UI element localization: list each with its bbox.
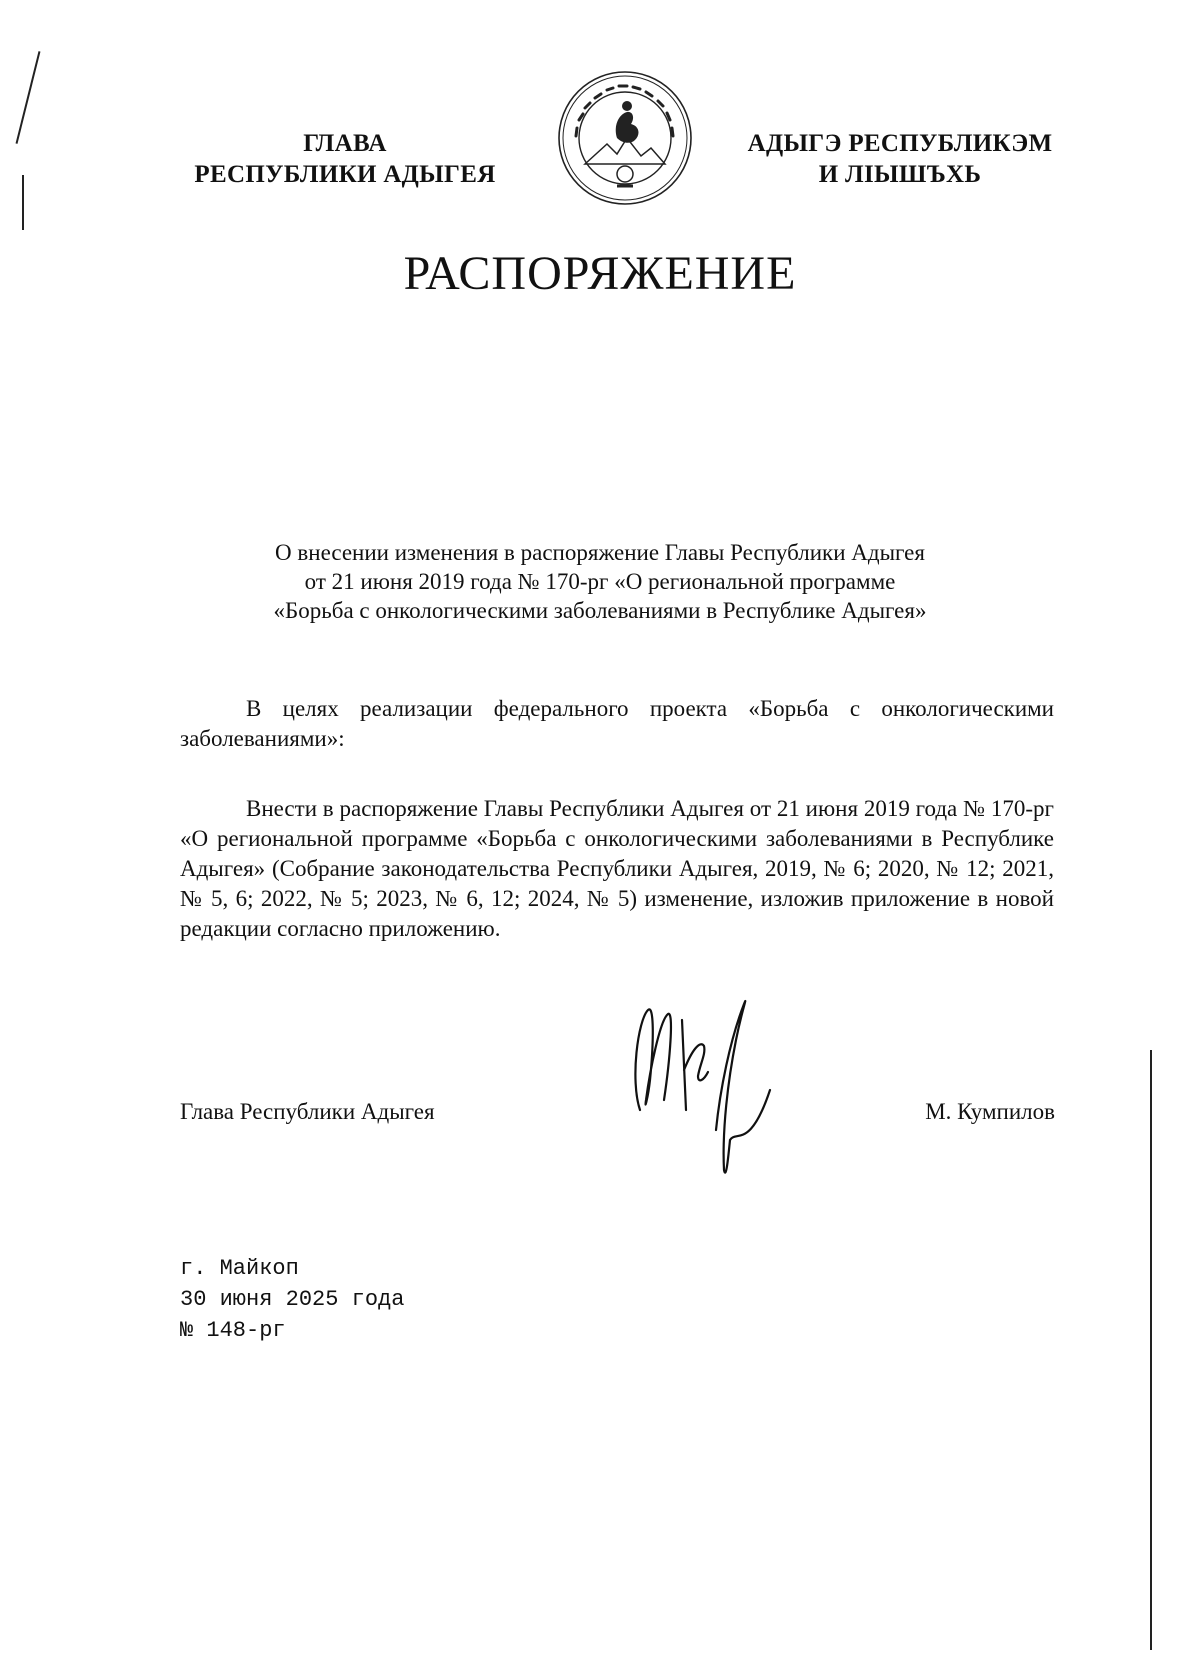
handwritten-signature xyxy=(620,980,820,1210)
issuer-name-adyghe xyxy=(730,128,1070,190)
issuer-line-2: РЕСПУБЛИКИ АДЫГЕЯ xyxy=(194,161,496,188)
issuer-adyghe-line-1: АДЫГЭ РЕСПУБЛИКЭМ xyxy=(747,130,1053,157)
coat-of-arms-seal-icon xyxy=(555,68,695,208)
preamble-paragraph: В целях реализации федерального проекта «Борьба с онкологическими заболеваниями»: xyxy=(180,696,1054,751)
document-title: РАСПОРЯЖЕНИЕ xyxy=(403,247,797,300)
signatory-position: Глава Республики Адыгея xyxy=(180,1099,435,1124)
document-subject xyxy=(150,538,1050,625)
scan-mark xyxy=(1150,1050,1152,1650)
document-number: № 148-рг xyxy=(180,1318,286,1343)
issuer-name-russian xyxy=(170,128,520,190)
issue-city: г. Майкоп xyxy=(180,1256,299,1281)
signatory-name: М. Кумпилов xyxy=(925,1099,1055,1124)
scan-mark xyxy=(22,175,24,230)
subject-line-2: от 21 июня 2019 года № 170-рг «О региональной программе xyxy=(304,569,896,594)
subject-line-3: «Борьба с онкологическими заболеваниями в Республике Адыгея» xyxy=(273,598,927,623)
issue-date: 30 июня 2025 года xyxy=(180,1287,405,1312)
decision-paragraph: Внести в распоряжение Главы Республики Адыгея от 21 июня 2019 года № 170-рг «О региональной программе «Борьба с онкологическими заболеваниями в Республике Адыгея» (Собрание законодательства Республики Адыгея, 2019, № 6; 2020, № 12; 2021, № 5, 6; 2022, № 5; 2023, № 6, 12; 2024, № 5) изменение, изложив приложение в новой редакции согласно приложению. xyxy=(180,796,1054,941)
issuer-line-1: ГЛАВА xyxy=(303,130,387,157)
subject-line-1: О внесении изменения в распоряжение Главы Республики Адыгея xyxy=(275,540,925,565)
issuer-adyghe-line-2: И ЛІЫШЪХЬ xyxy=(818,161,982,188)
scan-mark xyxy=(16,51,41,144)
